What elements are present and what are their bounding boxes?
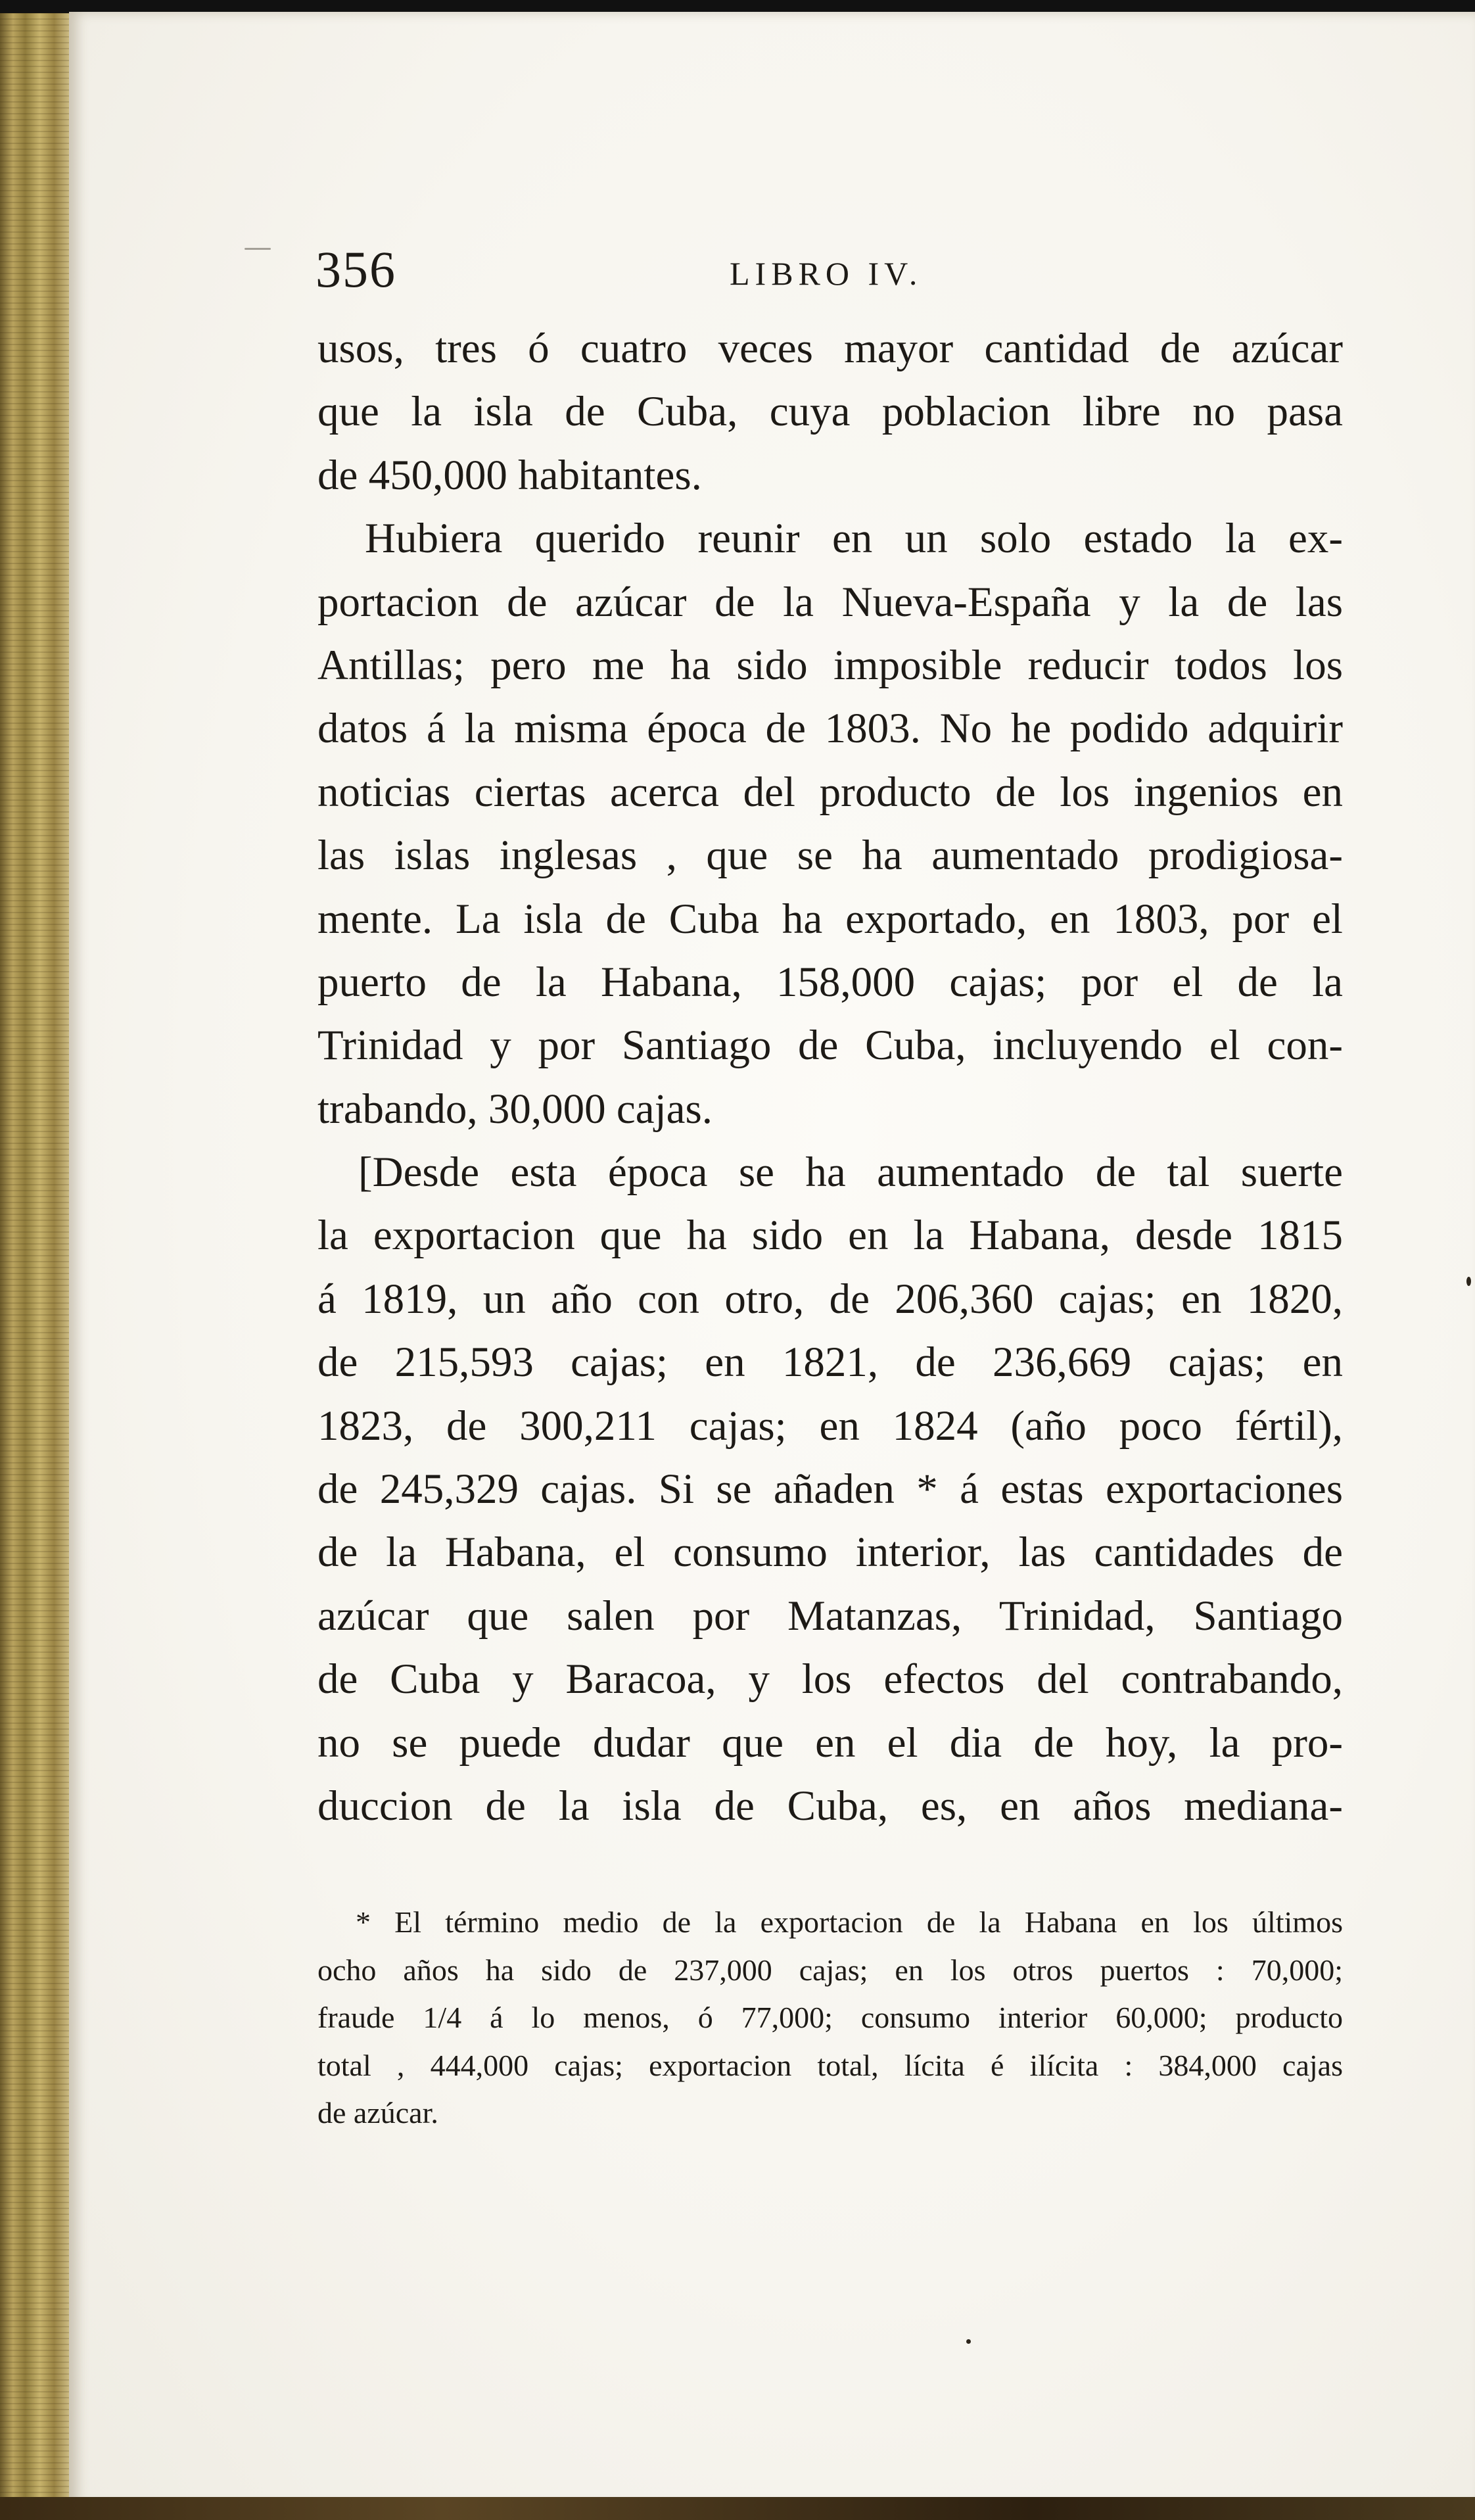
text-line: no se puede dudar que en el dia de hoy, la pro- xyxy=(317,1719,1343,1767)
text-line: Antillas; pero me ha sido imposible reducir todos los xyxy=(317,641,1343,689)
text-line: datos á la misma época de 1803. No he podido adquirir xyxy=(317,705,1343,753)
footnote-line: fraude 1/4 á lo menos, ó 77,000; consumo interior 60,000; producto xyxy=(317,2001,1343,2035)
footnote-line: ocho años ha sido de 237,000 cajas; en los otros puertos : 70,000; xyxy=(317,1953,1343,1987)
text-line: portacion de azúcar de la Nueva-España y la de las xyxy=(317,578,1343,626)
text-line: [Desde esta época se ha aumentado de tal suerte xyxy=(358,1149,1343,1197)
text-line: duccion de la isla de Cuba, es, en años mediana- xyxy=(317,1782,1343,1830)
text-line: que la isla de Cuba, cuya poblacion libre no pasa xyxy=(317,388,1343,436)
text-line: usos, tres ó cuatro veces mayor cantidad de azúcar xyxy=(317,325,1343,372)
footnote-line: * El término medio de la exportacion de la Habana en los últimos xyxy=(356,1905,1343,1939)
footnote-line: total , 444,000 cajas; exportacion total, lícita é ilícita : 384,000 cajas xyxy=(317,2048,1343,2082)
text-line: de la Habana, el consumo interior, las cantidades de xyxy=(317,1529,1343,1577)
ink-speck xyxy=(966,2339,971,2344)
text-line: puerto de la Habana, 158,000 cajas; por el de la xyxy=(317,958,1343,1006)
body-text xyxy=(317,317,1343,1838)
page-number: 356 xyxy=(316,241,396,298)
text-line: trabando, 30,000 cajas. xyxy=(317,1085,713,1133)
running-head: LIBRO IV. xyxy=(730,255,923,292)
text-line: de Cuba y Baracoa, y los efectos del contrabando, xyxy=(317,1655,1343,1703)
text-line: de 245,329 cajas. Si se añaden * á estas exportaciones xyxy=(317,1465,1343,1513)
ink-speck xyxy=(1466,1277,1471,1286)
text-line: las islas inglesas , que se ha aumentado prodigiosa- xyxy=(317,832,1343,880)
text-line: noticias ciertas acerca del producto de los ingenios en xyxy=(317,768,1343,816)
ink-speck xyxy=(245,248,271,250)
text-line: de 215,593 cajas; en 1821, de 236,669 cajas; en xyxy=(317,1339,1343,1387)
footnote-line: de azúcar. xyxy=(317,2096,438,2130)
text-line: Hubiera querido reunir en un solo estado la ex- xyxy=(365,515,1343,563)
text-line: mente. La isla de Cuba ha exportado, en 1803, por el xyxy=(317,895,1343,943)
footnote-block xyxy=(317,1899,1343,2137)
text-line: la exportacion que ha sido en la Habana, desde 1815 xyxy=(317,1212,1343,1260)
text-line: 1823, de 300,211 cajas; en 1824 (año poco fértil), xyxy=(317,1402,1343,1450)
page-header xyxy=(316,240,1347,299)
gilt-page-edge xyxy=(0,13,72,2505)
text-line: Trinidad y por Santiago de Cuba, incluyendo el con- xyxy=(317,1022,1343,1070)
text-line: de 450,000 habitantes. xyxy=(317,451,702,499)
bottom-binding-band xyxy=(0,2497,1475,2520)
text-line: azúcar que salen por Matanzas, Trinidad, Santiago xyxy=(317,1592,1343,1640)
text-line: á 1819, un año con otro, de 206,360 cajas; en 1820, xyxy=(317,1275,1343,1323)
